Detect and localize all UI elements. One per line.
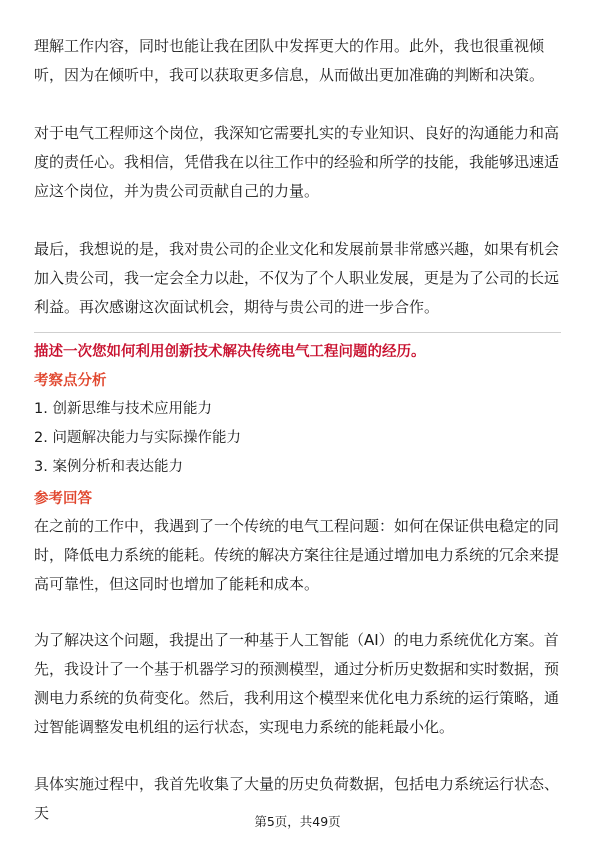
page-number: 第5页，共49页 (254, 814, 341, 829)
list-item: 3. 案例分析和表达能力 (34, 459, 183, 475)
answer-paragraph: 具体实施过程中，我首先收集了大量的历史负荷数据，包括电力系统运行状态、天 (34, 775, 560, 822)
list-item: 1. 创新思维与技术应用能力 (34, 401, 212, 417)
answer-paragraph: 在之前的工作中，我遇到了一个传统的电气工程问题：如何在保证供电稳定的同时，降低电力系统的能耗。传统的解决方案往往是通过增加电力系统的冗余来提高可靠性，但这同时也增加了能耗和成本。 (34, 517, 560, 593)
section-divider (34, 332, 561, 333)
paragraph: 对于电气工程师这个岗位，我深知它需要扎实的专业知识、良好的沟通能力和高度的责任心。我相信，凭借我在以往工作中的经验和所学的技能，我能够迅速适应这个岗位，并为贵公司贡献自己的力量。 (34, 124, 560, 200)
key-points-title: 考察点分析 (34, 373, 107, 389)
answer-paragraph: 为了解决这个问题，我提出了一种基于人工智能（AI）的电力系统优化方案。首先，我设计了一个基于机器学习的预测模型，通过分析历史数据和实时数据，预测电力系统的负荷变化。然后，我利用这个模型来优化电力系统的运行策略，通过智能调整发电机组的运行状态，实现电力系统的能耗最小化。 (34, 631, 560, 736)
answer-title: 参考回答 (34, 491, 92, 507)
list-item: 2. 问题解决能力与实际操作能力 (34, 430, 241, 446)
key-points-list (34, 395, 241, 482)
paragraph: 理解工作内容，同时也能让我在团队中发挥更大的作用。此外，我也很重视倾听，因为在倾听中，我可以获取更多信息，从而做出更加准确的判断和决策。 (34, 37, 545, 84)
paragraph: 最后，我想说的是，我对贵公司的企业文化和发展前景非常感兴趣，如果有机会加入贵公司，我一定会全力以赴，不仅为了个人职业发展，更是为了公司的长远利益。再次感谢这次面试机会，期待与贵公司的进一步合作。 (34, 240, 560, 316)
question-heading: 描述一次您如何利用创新技术解决传统电气工程问题的经历。 (34, 344, 426, 360)
